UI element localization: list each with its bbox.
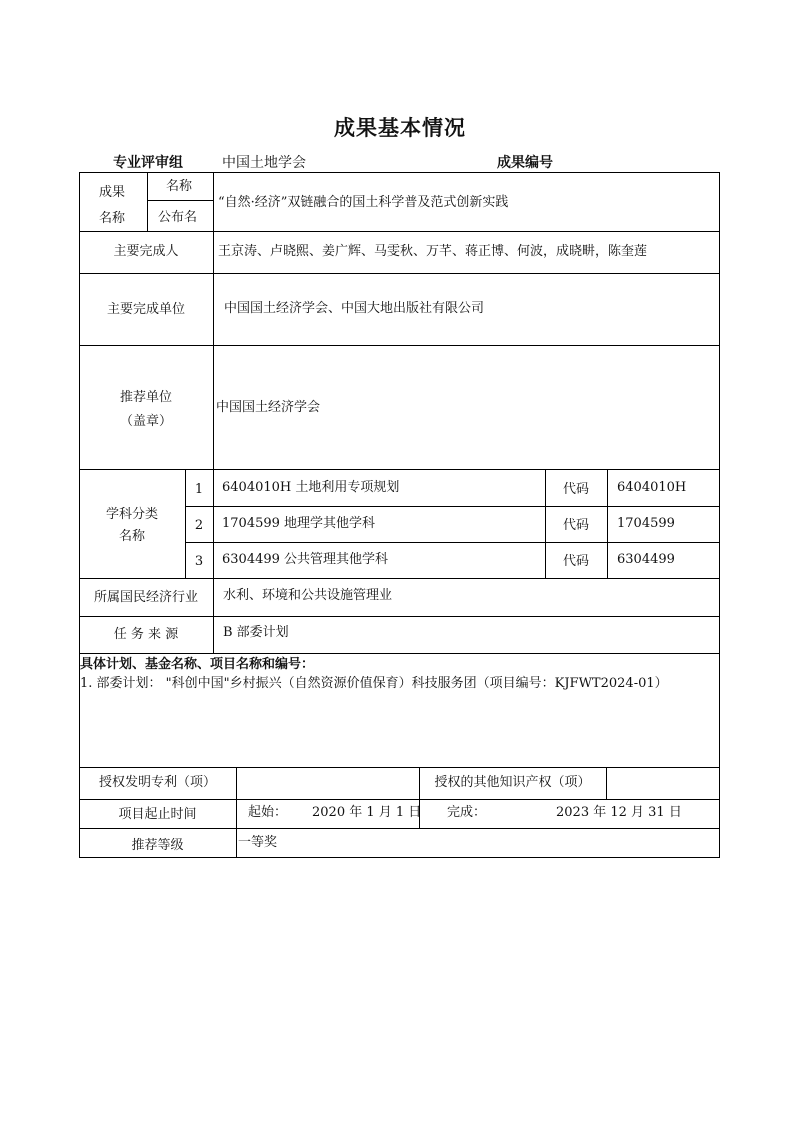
- rule: [79, 345, 720, 346]
- main-units-value: 中国国土经济学会、中国大地出版社有限公司: [224, 301, 485, 316]
- discipline-label-2: 名称: [118, 529, 145, 544]
- plan-heading: 具体计划、基金名称、项目名称和编号：: [80, 657, 315, 672]
- discipline-row-name: 6404010H 土地利用专项规划: [222, 480, 400, 495]
- discipline-row-name: 6304499 公共管理其他学科: [222, 552, 389, 567]
- task-source-label: 任 务 来 源: [113, 627, 179, 642]
- rule: [607, 469, 608, 578]
- code-label: 成果编号: [497, 155, 553, 171]
- rule: [79, 653, 720, 654]
- public-name-sub-label: 公布名: [158, 210, 198, 225]
- discipline-label: 学科分类: [105, 507, 158, 522]
- discipline-row-code: 1704599: [617, 516, 675, 531]
- rule: [185, 542, 720, 543]
- discipline-row-code: 6304499: [617, 552, 675, 567]
- discipline-row-code: 6404010H: [617, 480, 687, 495]
- rule: [147, 200, 213, 201]
- plan-item: 1. 部委计划： "科创中国"乡村振兴（自然资源价值保育）科技服务团（项目编号：KJFWT2024-01）: [80, 676, 668, 691]
- industry-label: 所属国民经济行业: [93, 590, 198, 605]
- discipline-row-number: 3: [194, 554, 204, 569]
- achievement-name-value: “自然·经济”双链融合的国土科学普及范式创新实践: [218, 195, 509, 210]
- discipline-row-number: 1: [194, 482, 204, 497]
- grade-label: 推荐等级: [131, 838, 184, 853]
- rule: [79, 273, 720, 274]
- recommender-stamp-note: （盖章）: [119, 414, 172, 429]
- discipline-code-label: 代码: [562, 554, 589, 569]
- group-label: 专业评审组: [113, 155, 183, 171]
- name-outer-label-1: 成果: [99, 185, 126, 200]
- name-outer-label-2: 名称: [99, 211, 126, 226]
- recommender-label: 推荐单位: [119, 390, 172, 405]
- group-value: 中国土地学会: [222, 155, 306, 171]
- grade-value: 一等奖: [238, 835, 278, 850]
- start-date: 2020 年 1 月 1 日: [312, 805, 422, 820]
- name-sub-label: 名称: [166, 179, 193, 194]
- rule: [79, 231, 720, 232]
- other-ip-label: 授权的其他知识产权（项）: [434, 775, 591, 790]
- rule: [147, 172, 148, 231]
- main-units-label: 主要完成单位: [106, 302, 185, 317]
- end-date: 2023 年 12 月 31 日: [556, 805, 682, 820]
- main-people-label: 主要完成人: [113, 244, 179, 259]
- discipline-code-label: 代码: [562, 518, 589, 533]
- rule: [79, 616, 720, 617]
- main-people-value: 王京涛、卢晓熙、姜广辉、马雯秋、万芊、蒋正博、何波，成晓畊，陈奎莲: [218, 244, 648, 259]
- start-label: 起始：: [248, 805, 288, 820]
- rule: [79, 767, 720, 768]
- rule: [79, 799, 720, 800]
- discipline-code-label: 代码: [562, 482, 589, 497]
- rule: [606, 767, 607, 799]
- rule: [236, 767, 237, 858]
- discipline-row-name: 1704599 地理学其他学科: [222, 516, 376, 531]
- end-label: 完成：: [447, 805, 487, 820]
- rule: [185, 506, 720, 507]
- rule: [79, 578, 720, 579]
- page-title: 成果基本情况: [334, 116, 466, 140]
- period-label: 项目起止时间: [118, 807, 197, 822]
- rule: [213, 172, 214, 653]
- patent-label: 授权发明专利（项）: [98, 775, 216, 790]
- rule: [79, 828, 720, 829]
- recommender-value: 中国国土经济学会: [216, 400, 321, 415]
- task-source-value: B 部委计划: [223, 625, 289, 640]
- discipline-row-number: 2: [194, 518, 204, 533]
- rule: [79, 469, 720, 470]
- industry-value: 水利、环境和公共设施管理业: [223, 588, 393, 603]
